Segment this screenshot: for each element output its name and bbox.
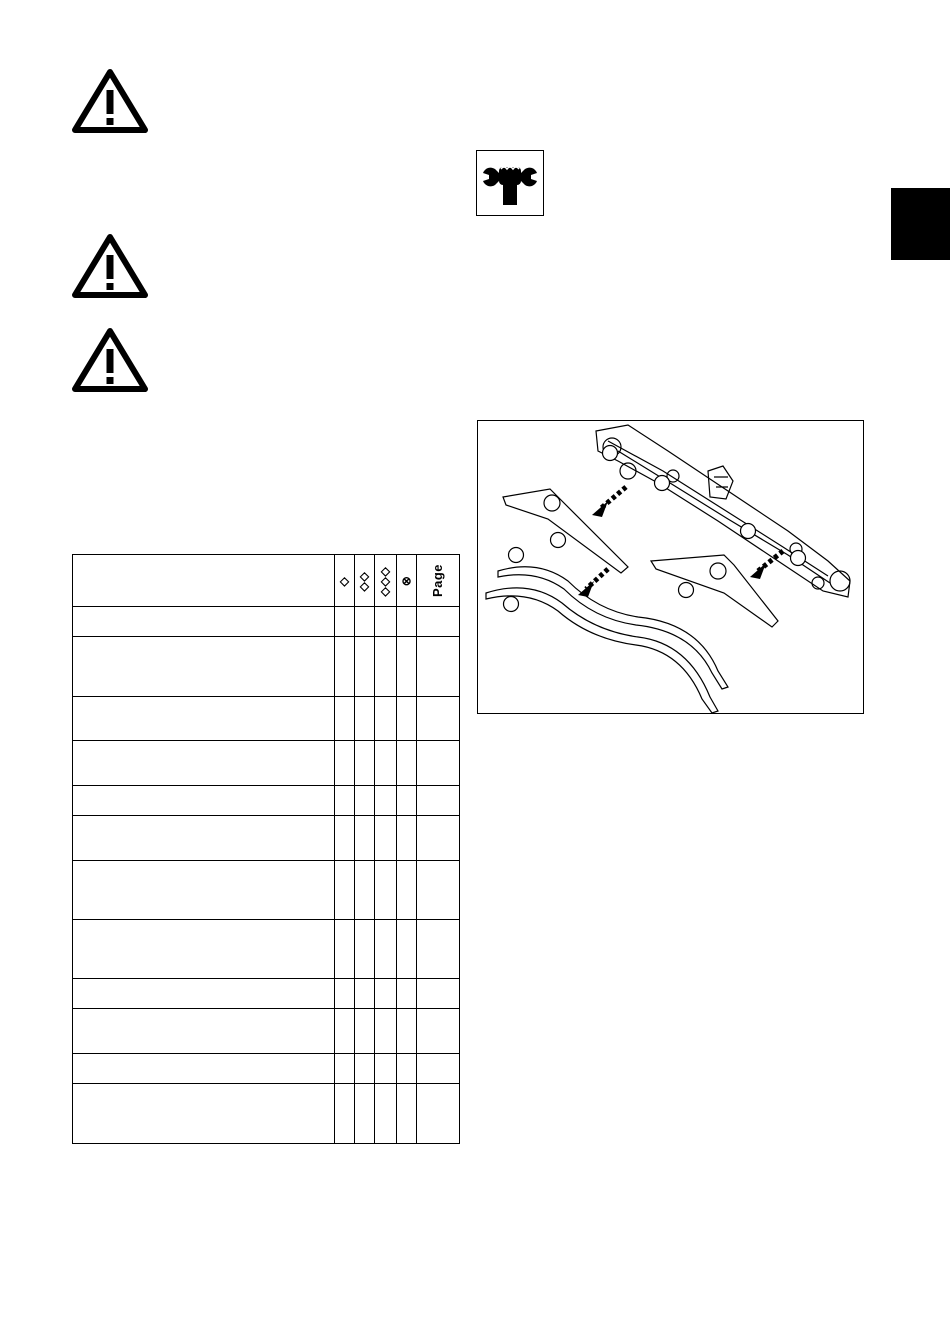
direction-arrows [586,487,783,589]
callout-circle [655,476,670,491]
callout-circle [509,548,524,563]
callout-circle [504,597,519,612]
blade-assembly-figure [477,420,864,714]
interval-4-header: ⊗ [397,555,417,607]
table-row [73,861,460,920]
blade-right [651,555,778,627]
warning-triangle-icon [71,233,149,299]
maintenance-wrench-icon [476,150,544,216]
frame-assembly [596,425,850,597]
page-column-header: Page [417,555,460,607]
interval-2-header: ◇ ◇ [355,555,375,607]
table-row [73,741,460,786]
warning-triangle-icon [71,327,149,393]
table-row [73,1054,460,1084]
table-row [73,786,460,816]
interval-1-header: ◇ [335,555,355,607]
table-row [73,637,460,697]
table-row [73,920,460,979]
table-row [73,697,460,741]
table-header-row [73,555,460,607]
table-row [73,979,460,1009]
maintenance-table [72,554,460,1144]
table-row [73,607,460,637]
callout-markers [504,446,806,612]
callout-circle [741,524,756,539]
callout-circle [603,446,618,461]
table-row [73,816,460,861]
warning-triangle-icon [71,68,149,134]
interval-3-header: ◇ ◇ ◇ [375,555,397,607]
section-tab [891,188,950,260]
callout-circle [679,583,694,598]
task-column-header [73,555,335,607]
table-row [73,1009,460,1054]
table-row [73,1084,460,1144]
callout-circle [551,533,566,548]
callout-circle [791,551,806,566]
